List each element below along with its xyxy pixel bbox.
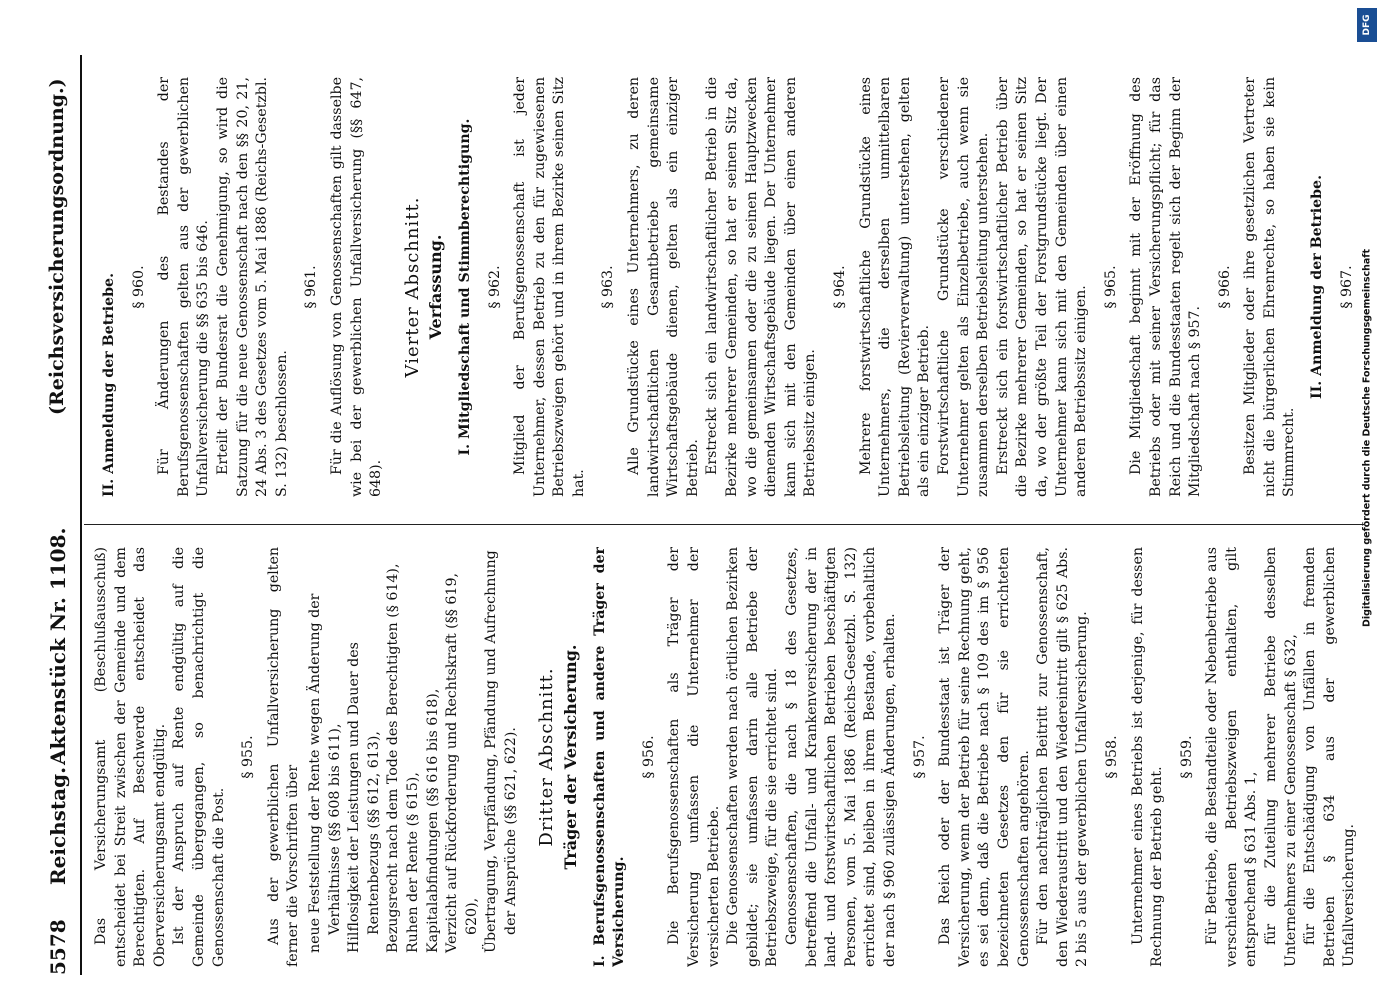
section-number: § 960.	[130, 265, 147, 309]
section-number: § 955.	[240, 735, 257, 779]
paragraph: Für den nachträglichen Beitritt zur Genossenschaft, den Wiederaustritt und den Wiedereintritt gilt § 625 Abs. 2 bis 5 aus der gewerblichen Unfallversicherung.	[1035, 547, 1091, 967]
chapter-heading: Dritter Abschnitt.	[536, 667, 558, 847]
list-item: Ruhen der Rente (§ 615),	[404, 772, 421, 953]
paragraph: Genossenschaften, die nach § 18 des Gesetzes, betreffend die Unfall- und Krankenversicherung der in land- und forstwirtschaftlichen Betrieben beschäftigten Personen, vom 5. Mai 1886 (Reichs-Gesetzbl. S. 132) errichtet sind, bleiben in ihrem Bestande, vorbehaltlich der nach § 960 zulässigen Änderungen, erhalten.	[784, 547, 898, 967]
section-number: § 957.	[911, 735, 928, 779]
publication-title: Reichstag.	[46, 766, 70, 885]
paragraph: für die Zuteilung mehrerer Betriebe desselben Unternehmers zu einer Genossenschaft § 632,	[1263, 547, 1299, 967]
subsection-heading: I. Mitgliedschaft und Stimmberechtigung.	[456, 118, 473, 456]
section-number: § 967.	[1338, 265, 1355, 309]
section-number: § 966.	[1216, 265, 1233, 309]
paragraph: Für Betriebe, die Bestandteile oder Nebenbetriebe aus verschiedenen Betriebszweigen enthalten, gilt entsprechend § 631 Abs. 1,	[1204, 547, 1260, 967]
paragraph: Die Genossenschaften werden nach örtlichen Bezirken gebildet; sie umfassen darin alle Betriebe der Betriebszweige, für die sie errichtet sind.	[725, 547, 781, 967]
digitization-notice: Digitalisierung gefördert durch die Deutsche Forschungsgemeinschaft	[1361, 249, 1373, 627]
paragraph: Alle Grundstücke eines Unternehmers, zu deren landwirtschaftlichen Gesamtbetriebe gemeinsame Wirtschaftsgebäude dienen, gelten als ein einziger Betrieb.	[626, 77, 701, 497]
regulation-list	[306, 547, 522, 953]
section-number: § 963.	[600, 265, 617, 309]
paragraph: Erstreckt sich ein landwirtschaftlicher Betrieb in die Bezirke mehrerer Gemeinden, so hat er seinen Sitz da, wo die gemeinsamen oder die zu seinen Hauptzwecken dienenden Wirtschaftsgebäude liegen. Der Unternehmer kann sich mit den Gemeinden über einen anderen Betriebssitz einigen.	[704, 77, 819, 497]
section-number: § 959.	[1178, 735, 1195, 779]
rotated-page	[40, 55, 1370, 975]
paragraph: Besitzen Mitglieder oder ihre gesetzlichen Vertreter nicht die bürgerlichen Ehrenrechte, so haben sie kein Stimmrecht.	[1242, 77, 1298, 497]
paragraph: Unternehmer eines Betriebs ist derjenige, für dessen Rechnung der Betrieb geht.	[1129, 547, 1166, 967]
paragraph: Für Änderungen des Bestandes der Berufsgenossenschaften gelten aus der gewerblichen Unfallversicherung die §§ 635 bis 646.	[156, 77, 212, 497]
list-item: Verzicht auf Rückforderung und Rechtskraft (§§ 619, 620),	[444, 573, 480, 953]
chapter-title: Träger der Versicherung.	[561, 644, 581, 870]
chapter-heading: Vierter Abschnitt.	[401, 196, 423, 378]
paragraph: Ist der Anspruch auf Rente endgültig auf die Gemeinde übergegangen, so benachrichtigt die Genossenschaft die Post.	[171, 547, 227, 967]
section-number: § 962.	[486, 265, 503, 309]
section-number: § 956.	[640, 735, 657, 779]
section-number: § 964.	[832, 265, 848, 309]
section-number: § 961.	[303, 265, 320, 309]
paragraph: Erstreckt sich ein forstwirtschaftlicher Betrieb über die Bezirke mehrerer Gemeinden, so hat er seinen Sitz da, wo der größte Teil der Forstgrundstücke liegt. Der Unternehmer kann sich mit den Gemeinden über einen anderen Betriebssitz einigen.	[994, 77, 1090, 497]
section-number: § 958.	[1103, 735, 1120, 779]
list-item: Hilflosigkeit der Leistungen und Dauer des Rentenbezugs (§§ 612, 613),	[346, 642, 382, 953]
subsection-heading: I. Berufsgenossenschaften und andere Träger der Versicherung.	[591, 547, 628, 967]
document-title: Aktenstück Nr. 1108.	[46, 527, 70, 765]
paragraph: Das Reich oder der Bundesstaat ist Träger der Versicherung, wenn der Betrieb für seine Rechnung geht, es sei denn, daß die Betriebe nach § 109 des im § 956 bezeichneten Gesetzes den für sie errichteten Genossenschaften angehören.	[937, 547, 1032, 967]
list-item: Bezugsrecht nach dem Tode des Berechtigten (§ 614),	[385, 563, 402, 953]
paragraph: für die Entschädigung von Unfällen in fremden Betrieben § 634 aus der gewerblichen Unfallversicherung.	[1302, 547, 1358, 967]
paragraph: Forstwirtschaftliche Grundstücke verschiedener Unternehmer gelten als Einzelbetriebe, auch wenn sie zusammen derselben Betriebsleitung unterstehen.	[935, 77, 992, 497]
section-number: § 965.	[1102, 265, 1119, 309]
paragraph: Für die Auflösung von Genossenschaften gilt dasselbe wie bei der gewerblichen Unfallversicherung (§§ 647, 648).	[328, 77, 385, 497]
paragraph: Die Mitgliedschaft beginnt mit der Eröffnung des Betriebs oder mit seiner Versicherungspflicht; für das Reich und die Bundesstaaten regelt sich der Beginn der Mitgliedschaft nach § 957.	[1128, 77, 1204, 497]
paragraph: Erteilt der Bundesrat die Genehmigung, so wird die Satzung für die neue Genossenschaft nach den §§ 20, 21, 24 Abs. 3 des Gesetzes vom 5. Mai 1886 (Reichs-Gesetzbl. S. 132) beschlossen.	[214, 77, 290, 497]
left-column	[92, 547, 1362, 967]
column-divider	[84, 524, 1364, 525]
paragraph: Mehrere forstwirtschaftliche Grundstücke eines Unternehmers, die derselben unmittelbaren Betriebsleitung (Revierverwaltung) unterstehen, gelten als ein einziger Betrieb.	[857, 77, 933, 497]
list-item: neue Feststellung der Rente wegen Änderung der Verhältnisse (§§ 608 bis 611),	[306, 593, 343, 953]
document-subject: (Reichsversicherungsordnung.)	[46, 78, 68, 415]
paragraph: Das Versicherungsamt (Beschlußausschuß) entscheidet bei Streit zwischen der Gemeinde und dem Berechtigten. Auf Beschwerde entscheidet das Oberversicherungsamt endgültig.	[93, 547, 168, 967]
right-column	[92, 77, 1362, 497]
subsection-heading: II. Anmeldung der Betriebe.	[101, 272, 117, 497]
page-number: 5578	[46, 919, 70, 975]
page-header	[40, 55, 82, 975]
dfg-logo: DFG	[1357, 8, 1377, 42]
paragraph: Mitglied der Berufsgenossenschaft ist jeder Unternehmer, dessen Betrieb zu den für zugewiesenen Betriebszweigen gehört und in ihrem Bezirke seinen Sitz hat.	[512, 77, 587, 497]
paragraph: Aus der gewerblichen Unfallversicherung gelten ferner die Vorschriften über	[265, 547, 302, 967]
list-item: Übertragung, Verpfändung, Pfändung und Aufrechnung der Ansprüche (§§ 621, 622).	[483, 550, 519, 953]
list-item: Kapitalabfindungen (§§ 616 bis 618),	[424, 688, 441, 953]
subsection-heading: II. Anmeldung der Betriebe.	[1309, 174, 1326, 400]
digitization-sidebar	[1355, 8, 1379, 993]
chapter-title: Verfassung.	[426, 234, 446, 340]
paragraph: Die Berufsgenossenschaften als Träger der Versicherung umfassen die Unternehmer der versicherten Betriebe.	[666, 547, 722, 967]
